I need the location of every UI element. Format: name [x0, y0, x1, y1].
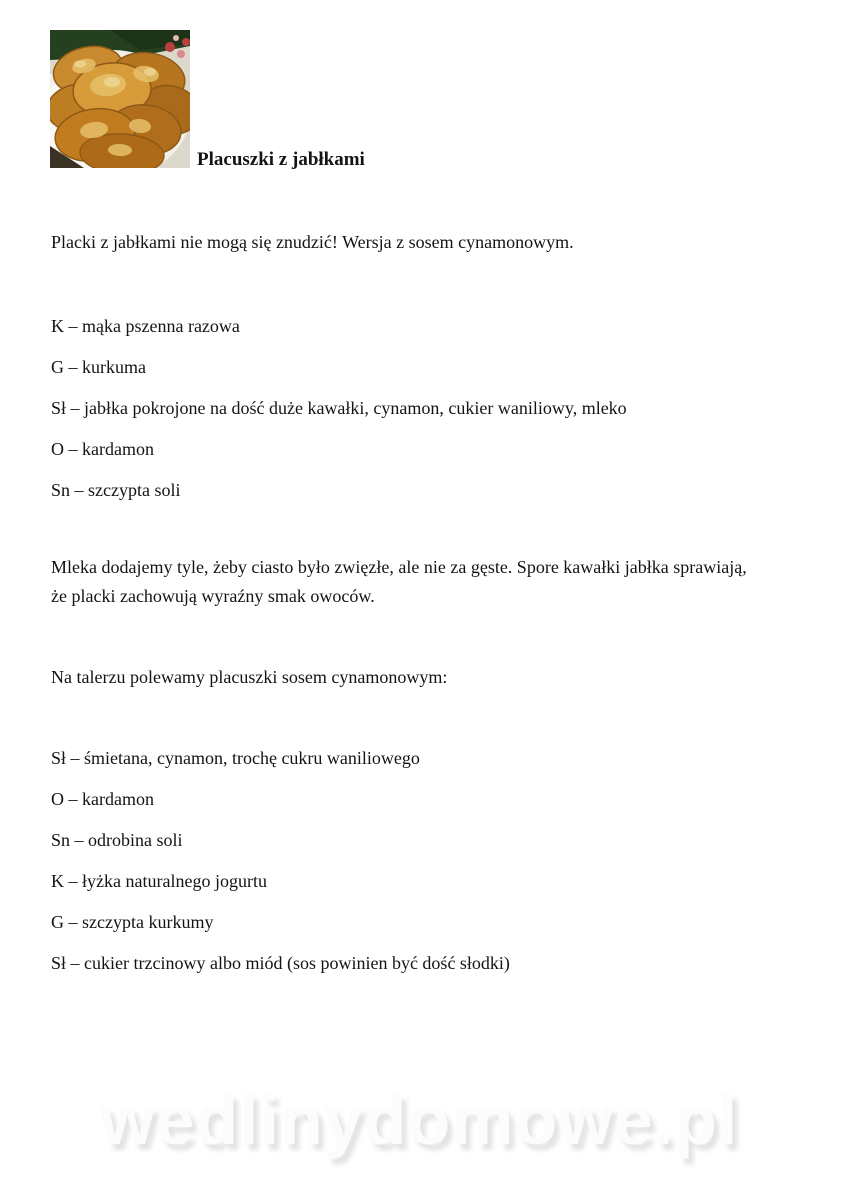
- sauce-ingredient-line: G – szczypta kurkumy: [51, 912, 214, 932]
- batter-ingredient-line: Sł – jabłka pokrojone na dość duże kawałki, cynamon, cukier waniliowy, mleko: [51, 398, 627, 418]
- batter-ingredient-line: G – kurkuma: [51, 357, 146, 377]
- batter-ingredient-line: Sn – szczypta soli: [51, 480, 181, 500]
- sauce-heading: Na talerzu polewamy placuszki sosem cynamonowym:: [51, 667, 448, 687]
- note-paragraph: Mleka dodajemy tyle, żeby ciasto było zwięzłe, ale nie za gęste. Spore kawałki jabłka sprawiają, że placki zachowują wyraźny smak owoców.: [51, 557, 747, 606]
- sauce-ingredient-line: Sł – cukier trzcinowy albo miód (sos powinien być dość słodki): [51, 953, 510, 973]
- recipe-title: Placuszki z jabłkami: [197, 149, 365, 170]
- batter-ingredient-line: K – mąka pszenna razowa: [51, 316, 240, 336]
- sauce-ingredient-line: Sł – śmietana, cynamon, trochę cukru waniliowego: [51, 748, 420, 768]
- batter-ingredients-list: [51, 312, 627, 517]
- apple-pancakes-photo: [50, 30, 190, 168]
- site-watermark: wedlinydomowe.pl: [100, 1081, 739, 1159]
- recipe-header: [50, 30, 365, 168]
- batter-ingredient-line: O – kardamon: [51, 439, 154, 459]
- sauce-ingredient-line: Sn – odrobina soli: [51, 830, 183, 850]
- sauce-ingredients-list: [51, 744, 510, 990]
- sauce-ingredient-line: K – łyżka naturalnego jogurtu: [51, 871, 267, 891]
- intro-paragraph: Placki z jabłkami nie mogą się znudzić! Wersja z sosem cynamonowym.: [51, 232, 574, 252]
- sauce-ingredient-line: O – kardamon: [51, 789, 154, 809]
- apple-pancakes-photo-graphic: [50, 30, 190, 168]
